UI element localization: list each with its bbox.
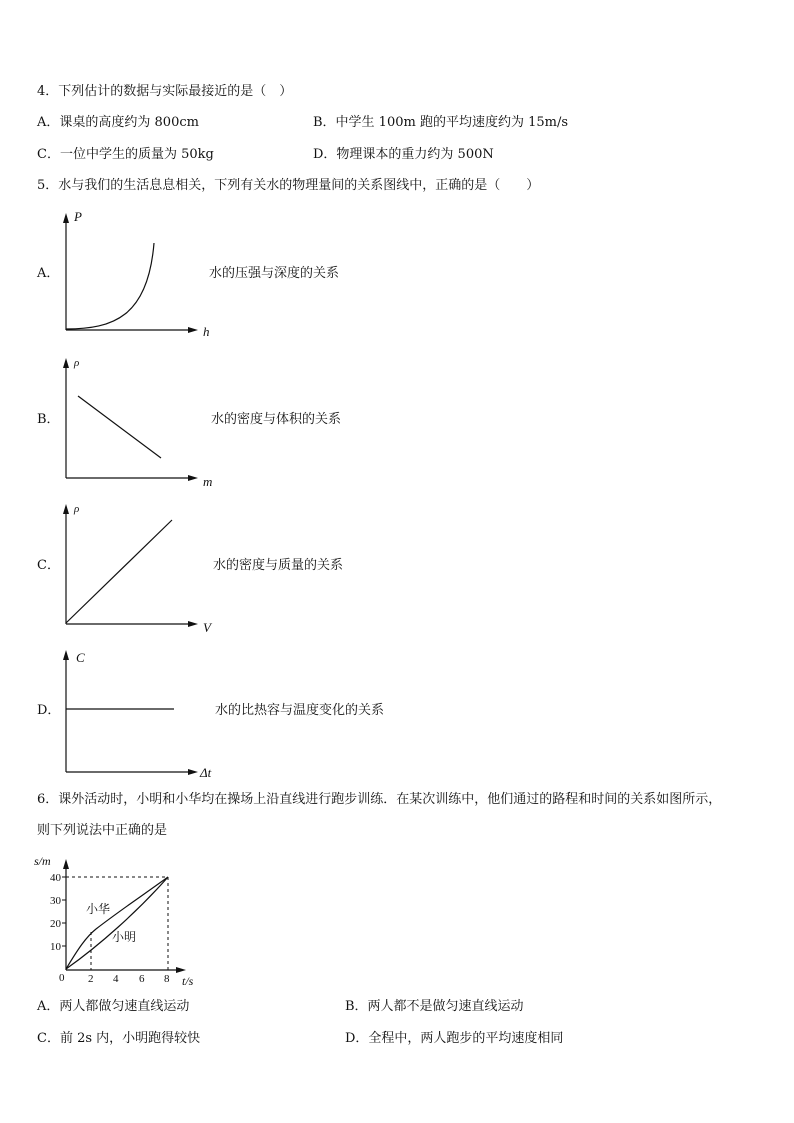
y-axis-label: P: [74, 209, 82, 224]
x-tick-label-4: 4: [113, 973, 119, 985]
q6-option-a: A．两人都做匀速直线运动: [37, 999, 190, 1014]
y-axis-label: C: [76, 650, 85, 665]
x-axis-arrow: [188, 475, 198, 481]
xiaohua-label: 小华: [86, 902, 111, 916]
pressure-curve: [66, 243, 154, 329]
q5-graph-d: [58, 642, 233, 782]
x-tick-label-2: 2: [88, 973, 94, 985]
density-line: [78, 396, 161, 458]
y-axis-label: ρ: [74, 357, 80, 369]
x-axis-arrow: [188, 621, 198, 627]
q5-graph-c: [58, 496, 218, 636]
x-axis-arrow: [176, 967, 186, 973]
q5-option-c-desc: 水的密度与质量的关系: [213, 558, 344, 573]
q6-option-d: D．全程中，两人跑步的平均速度相同: [345, 1031, 564, 1046]
x-axis-label: Δt: [200, 765, 212, 780]
y-axis-arrow: [63, 504, 69, 514]
q5-stem: 5．水与我们的生活息息相关，下列有关水的物理量间的关系图线中，正确的是（ ）: [37, 178, 540, 193]
q5-graph-b: [58, 350, 218, 490]
y-tick-label-40: 40: [50, 872, 61, 884]
y-axis-arrow: [63, 358, 69, 368]
q4-stem: 4．下列估计的数据与实际最接近的是（ ）: [37, 84, 293, 99]
q5-graph-a: [58, 205, 218, 345]
y-tick-label-10: 10: [50, 941, 61, 953]
q5-option-d-desc: 水的比热容与温度变化的关系: [215, 703, 385, 718]
q6-distance-time-graph: [30, 845, 210, 990]
y-tick-label-30: 30: [50, 895, 61, 907]
xiaohua-curve: [66, 877, 168, 969]
q5-option-a-letter: A．: [37, 266, 60, 281]
x-axis-arrow: [188, 769, 198, 775]
q5-option-b-letter: B．: [37, 412, 60, 427]
q4-option-c: C．一位中学生的质量为 50kg: [37, 147, 214, 162]
y-axis-label: s/m: [34, 854, 51, 868]
density-line: [66, 520, 172, 623]
xiaoming-label: 小明: [112, 930, 137, 944]
y-axis-label: ρ: [74, 503, 80, 515]
y-axis-arrow: [63, 650, 69, 660]
q4-option-b: B．中学生 100m 跑的平均速度约为 15m/s: [313, 115, 569, 130]
xiaoming-curve: [66, 877, 168, 969]
q6-stem-line2: 则下列说法中正确的是: [37, 823, 168, 838]
q4-option-a: A．课桌的高度约为 800cm: [37, 115, 199, 130]
x-axis-label: h: [203, 324, 210, 339]
q6-option-c: C．前 2s 内，小明跑得较快: [37, 1031, 201, 1046]
q4-option-d: D．物理课本的重力约为 500N: [313, 147, 494, 162]
q6-option-b: B．两人都不是做匀速直线运动: [345, 999, 524, 1014]
q5-option-b-desc: 水的密度与体积的关系: [211, 412, 342, 427]
y-axis-arrow: [63, 859, 69, 869]
q5-option-a-desc: 水的压强与深度的关系: [209, 266, 340, 281]
x-axis-label: m: [203, 474, 213, 489]
x-axis-label: t/s: [182, 974, 194, 988]
q6-stem-line1: 6．课外活动时，小明和小华均在操场上沿直线进行跑步训练．在某次训练中，他们通过的路程和时间的关系如图所示，: [37, 792, 722, 807]
y-axis-arrow: [63, 213, 69, 223]
origin-label: 0: [59, 972, 65, 984]
x-axis-label: V: [203, 620, 211, 635]
q5-option-d-letter: D．: [37, 703, 61, 718]
x-tick-label-6: 6: [139, 973, 145, 985]
x-tick-label-8: 8: [164, 973, 170, 985]
y-tick-label-20: 20: [50, 918, 61, 930]
x-axis-arrow: [188, 327, 198, 333]
q5-option-c-letter: C．: [37, 558, 60, 573]
